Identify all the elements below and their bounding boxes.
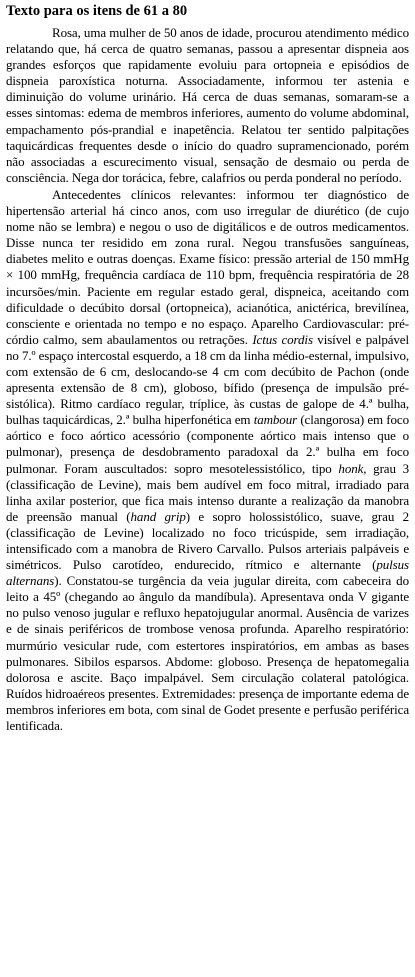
section-heading: Texto para os itens de 61 a 80 — [6, 3, 188, 19]
italic-term: honk — [338, 460, 364, 476]
italic-term: pulsus alternans — [6, 557, 409, 589]
paragraph-text: , grau 3 (classificação de Levine), mais bem audível em foco mitral, irradiado para linha axilar posterior, que fica mais intenso durante a realização da manobra de preensão manual ( — [6, 460, 409, 524]
paragraph-text: ). Constatou-se turgência da veia jugular direita, com cabeceira do leito a 45º (chegando ao ângulo da mandíbula). Apresentava onda V gigante no pulso venoso jugular e refluxo hepatojugular anormal. Ausência de varizes e de sinais periféricos de trombose venosa profunda. Aparelho respiratório: murmúrio vesicular rude, com estertores inspiratórios, em ambas as bases pulmonares. Sibilos esparsos. Abdome: globoso. Presença de hepatomegalia dolorosa e ascite. Baço impalpável. Sem circulação colateral patológica. Ruídos hidroaéreos presentes. Extremidades: presença de importante edema de membros inferiores em bota, com sinal de Godet presente e perfusão periférica lentificada. — [6, 573, 409, 734]
italic-term: hand grip — [130, 508, 186, 524]
italic-term: Ictus cordis — [252, 331, 313, 347]
case-paragraph-1 — [6, 25, 409, 186]
italic-term: tambour — [253, 412, 298, 428]
paragraph-text: (clangorosa) em foco aórtico e foco aórtico acessório (componente aórtico mais intenso que o pulmonar), presença de desdobramento paradoxal da 2.ª bulha em foco pulmonar. Foram auscultados: sopro mesotelessistólico, tipo — [6, 412, 409, 476]
paragraph-text: Antecedentes clínicos relevantes: informou ter diagnóstico de hipertensão arterial há cinco anos, com uso irregular de diurético (de cujo nome não se lembra) e negou o uso de digitálicos e de outros medicamentos. Disse nunca ter residido em zona rural. Negou transfusões sanguíneas, diabetes melito e outras doenças. Exame físico: pressão arterial de 150 mmHg × 100 mmHg, frequência cardíaca de 110 bpm, frequência respiratória de 28 incursões/min. Paciente em regular estado geral, dispneica, aceitando com dificuldade o decúbito dorsal (ortopneica), acianótica, anictérica, brevilínea, consciente e orientada no tempo e no espaço. Aparelho Cardiovascular: pré-córdio calmo, sem abaulamentos ou retrações. — [6, 186, 409, 347]
paragraph-text: visível e palpável no 7.º espaço intercostal esquerdo, a 18 cm da linha médio-esternal, impulsivo, com extensão de 6 cm, deslocando-se 4 cm com decúbito de Pachon (onde apresenta extensão de 8 cm), globoso, bífido (presença de impulsão pré-sistólica). Ritmo cardíaco regular, tríplice, às custas de galope de 4.ª bulha, bulhas taquicárdicas, 2.ª bulha hiperfonética em — [6, 331, 409, 428]
paragraph-text: Rosa, uma mulher de 50 anos de idade, procurou atendimento médico relatando que, há cerca de quatro semanas, passou a apresentar dispneia aos grandes esforços que rapidamente evoluiu para ortopneia e episódios de dispneia paroxística noturna. Associadamente, informou ter astenia e diminuição do volume urinário. Há cerca de duas semanas, somaram-se a esses sintomas: edema de membros inferiores, aumento do volume abdominal, empachamento pós-prandial e inapetência. Relatou ter sentido palpitações taquicárdicas frequentes desde o início do quadro supramencionado, porém não associadas a escurecimento visual, sensação de desmaio ou perda de consciência. Nega dor torácica, febre, calafrios ou perda ponderal no período. — [6, 25, 409, 185]
case-paragraph-2 — [6, 187, 409, 734]
paragraph-text: ) e sopro holossistólico, suave, grau 2 (classificação de Levine) localizado no foco tricúspide, sem irradiação, intensificado com a manobra de Rivero Carvallo. Pulsos arteriais palpáveis e simétricos. Pulso carotídeo, endurecido, rítmico e alternante ( — [6, 508, 410, 573]
